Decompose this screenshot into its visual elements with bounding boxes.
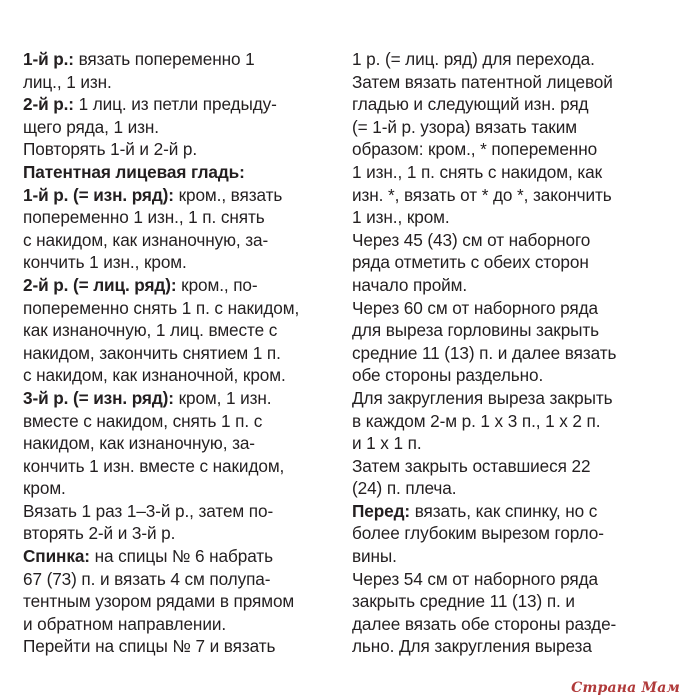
line-text: для выреза горловины закрыть bbox=[352, 320, 600, 341]
bold-heading: Патентная лицевая гладь: bbox=[23, 161, 245, 182]
text-line bbox=[352, 161, 672, 184]
text-line bbox=[23, 364, 343, 387]
line-text: лиц., 1 изн. bbox=[23, 71, 112, 92]
text-line bbox=[23, 48, 343, 71]
line-text: тентным узором рядами в прямом bbox=[23, 591, 295, 612]
text-line bbox=[352, 93, 672, 116]
text-line bbox=[352, 274, 672, 297]
text-line bbox=[23, 387, 343, 410]
left-text-column bbox=[23, 48, 343, 658]
text-line bbox=[352, 635, 672, 658]
line-text: накидом, закончить снятием 1 п. bbox=[23, 342, 281, 363]
text-line bbox=[23, 297, 343, 320]
line-text: далее вязать обе стороны разде- bbox=[352, 613, 617, 634]
text-line bbox=[352, 206, 672, 229]
line-text: попеременно 1 изн., 1 п. снять bbox=[23, 207, 265, 228]
text-line bbox=[23, 319, 343, 342]
line-text: щего ряда, 1 изн. bbox=[23, 116, 159, 137]
line-text: обе стороны раздельно. bbox=[352, 365, 544, 386]
text-line bbox=[352, 522, 672, 545]
text-line bbox=[23, 184, 343, 207]
line-text: кром., вязать bbox=[173, 184, 283, 205]
line-text: кром, 1 изн. bbox=[173, 387, 272, 408]
line-text: ряда отметить с обеих сторон bbox=[352, 252, 589, 273]
text-line bbox=[23, 116, 343, 139]
text-line bbox=[352, 48, 672, 71]
line-text: средние 11 (13) п. и далее вязать bbox=[352, 342, 617, 363]
line-text: в каждом 2-м р. 1 х 3 п., 1 х 2 п. bbox=[352, 410, 601, 431]
line-text: Затем закрыть оставшиеся 22 bbox=[352, 455, 591, 476]
line-text: вязать попеременно 1 bbox=[73, 49, 255, 69]
text-line bbox=[23, 590, 343, 613]
text-line bbox=[23, 251, 343, 274]
text-line bbox=[23, 568, 343, 591]
bold-heading: 2-й р. (= лиц. ряд): bbox=[23, 274, 177, 295]
line-text: вины. bbox=[352, 546, 397, 567]
text-line bbox=[23, 477, 343, 500]
line-text: образом: кром., * попеременно bbox=[352, 139, 598, 160]
line-text: закрыть средние 11 (13) п. и bbox=[352, 591, 575, 612]
line-text: вместе с накидом, снять 1 п. с bbox=[23, 410, 263, 431]
text-line bbox=[23, 206, 343, 229]
text-line bbox=[352, 545, 672, 568]
text-line bbox=[23, 229, 343, 252]
line-text: Через 60 см от наборного ряда bbox=[352, 297, 598, 318]
line-text: с накидом, как изнаночную, за- bbox=[23, 229, 269, 250]
line-text: как изнаночную, 1 лиц. вместе с bbox=[23, 320, 278, 341]
text-line bbox=[23, 93, 343, 116]
line-text: Затем вязать патентной лицевой bbox=[352, 71, 613, 92]
text-line bbox=[352, 116, 672, 139]
line-text: 1 изн., 1 п. снять с накидом, как bbox=[352, 161, 602, 182]
text-line bbox=[23, 432, 343, 455]
text-line bbox=[352, 590, 672, 613]
line-text: попеременно снять 1 п. с накидом, bbox=[23, 297, 300, 318]
line-text: вторять 2-й и 3-й р. bbox=[23, 523, 176, 544]
line-text: и 1 х 1 п. bbox=[352, 433, 422, 454]
right-text-column bbox=[352, 48, 672, 658]
text-line bbox=[23, 138, 343, 161]
line-text: 1 изн., кром. bbox=[352, 207, 450, 228]
line-text: начало пройм. bbox=[352, 274, 468, 295]
line-text: 1 р. (= лиц. ряд) для перехода. bbox=[352, 49, 595, 69]
line-text: на спицы № 6 набрать bbox=[89, 546, 273, 567]
bold-heading: 3-й р. (= изн. ряд): bbox=[23, 387, 174, 408]
line-text: более глубоким вырезом горло- bbox=[352, 523, 604, 544]
line-text: 67 (73) п. и вязать 4 см полупа- bbox=[23, 568, 271, 589]
text-line bbox=[352, 500, 672, 523]
text-line bbox=[352, 410, 672, 433]
bold-heading: 1-й р.: bbox=[23, 49, 74, 69]
line-text: льно. Для закругления выреза bbox=[352, 636, 592, 657]
line-text: изн. *, вязать от * до *, закончить bbox=[352, 184, 612, 205]
bold-heading: Перед: bbox=[352, 500, 411, 521]
text-line bbox=[23, 410, 343, 433]
bold-heading: 2-й р.: bbox=[23, 94, 74, 115]
text-line bbox=[352, 71, 672, 94]
line-text: Перейти на спицы № 7 и вязать bbox=[23, 636, 276, 657]
bold-heading: 1-й р. (= изн. ряд): bbox=[23, 184, 174, 205]
text-line bbox=[23, 545, 343, 568]
text-line bbox=[352, 229, 672, 252]
line-text: Для закругления выреза закрыть bbox=[352, 387, 613, 408]
text-line bbox=[352, 455, 672, 478]
line-text: 1 лиц. из петли предыду- bbox=[73, 94, 277, 115]
text-line bbox=[352, 138, 672, 161]
line-text: Повторять 1-й и 2-й р. bbox=[23, 139, 198, 160]
text-line bbox=[23, 161, 343, 184]
line-text: накидом, как изнаночную, за- bbox=[23, 433, 255, 454]
line-text: кром. bbox=[23, 478, 66, 499]
text-line bbox=[352, 387, 672, 410]
text-line bbox=[352, 342, 672, 365]
line-text: и обратном направлении. bbox=[23, 613, 227, 634]
line-text: кончить 1 изн., кром. bbox=[23, 252, 187, 273]
text-line bbox=[352, 613, 672, 636]
line-text: (= 1-й р. узора) вязать таким bbox=[352, 116, 577, 137]
line-text: Через 54 см от наборного ряда bbox=[352, 568, 598, 589]
text-line bbox=[352, 432, 672, 455]
text-line bbox=[23, 455, 343, 478]
line-text: (24) п. плеча. bbox=[352, 478, 457, 499]
bold-heading: Спинка: bbox=[23, 546, 90, 567]
line-text: гладью и следующий изн. ряд bbox=[352, 94, 589, 115]
line-text: кром., по- bbox=[176, 274, 258, 295]
text-line bbox=[23, 522, 343, 545]
text-line bbox=[23, 500, 343, 523]
line-text: вязать, как спинку, но с bbox=[410, 500, 598, 521]
text-line bbox=[352, 364, 672, 387]
text-line bbox=[23, 274, 343, 297]
line-text: Через 45 (43) см от наборного bbox=[352, 229, 591, 250]
text-line bbox=[352, 251, 672, 274]
watermark-logo: Страна Мам bbox=[571, 680, 680, 696]
text-line bbox=[352, 184, 672, 207]
text-line bbox=[352, 568, 672, 591]
text-line bbox=[23, 635, 343, 658]
line-text: с накидом, как изнаночной, кром. bbox=[23, 365, 286, 386]
text-line bbox=[23, 71, 343, 94]
text-line bbox=[23, 342, 343, 365]
text-line bbox=[352, 297, 672, 320]
line-text: Вязать 1 раз 1–3-й р., затем по- bbox=[23, 500, 274, 521]
text-line bbox=[23, 613, 343, 636]
text-line bbox=[352, 477, 672, 500]
text-line bbox=[352, 319, 672, 342]
line-text: кончить 1 изн. вместе с накидом, bbox=[23, 455, 285, 476]
